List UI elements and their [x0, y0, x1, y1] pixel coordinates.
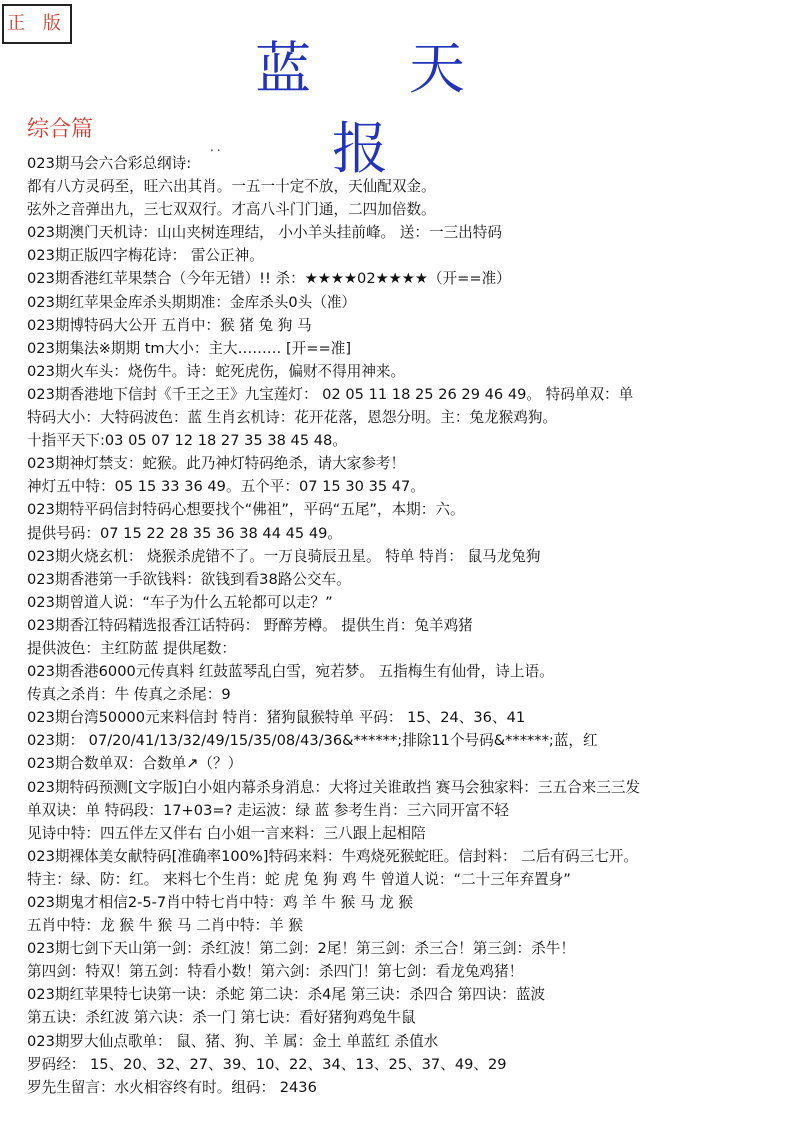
text-line: 023期马会六合彩总纲诗: [27, 155, 192, 172]
text-line: 023期神灯禁支：蛇猴。此乃神灯特码绝杀，请大家参考！ [27, 455, 406, 473]
text-line: 023期澳门天机诗：山山夹树连理结， 小小羊头挂前峰。 送：一三出特码 [27, 224, 502, 242]
text-line: 023期博特码大公开 五肖中：猴 猪 兔 狗 马 [27, 316, 312, 334]
text-line: 023期红苹果特七诀第一诀：杀蛇 第二诀：杀4尾 第三诀：杀四合 第四诀：蓝波 [27, 986, 546, 1004]
text-line: 第五诀：杀红波 第六诀：杀一门 第七诀：看好猪狗鸡兔牛鼠 [27, 1009, 416, 1027]
text-line: 五肖中特：龙 猴 牛 猴 马 二肖中特：羊 猴 [27, 917, 303, 935]
text-line: 第四剑：特双！第五剑：特看小数！第六剑：杀四门！第七剑：看龙兔鸡猪！ [27, 963, 524, 981]
text-line: 023期火烧玄机： 烧猴杀虎错不了。一万良骑辰丑星。 特单 特肖： 鼠马龙兔狗 [27, 547, 541, 565]
text-line: 023期七剑下天山第一剑：杀红波！第二剑：2尾！第三剑：杀三合！第三剑：杀牛！ [27, 940, 575, 958]
text-line: 023期正版四字梅花诗： 雷公正神。 [27, 247, 264, 265]
genuine-badge: 正 版 [2, 4, 72, 44]
text-line: 023期香港6000元传真料 红鼓蓝琴乱白雪，宛若梦。 五指梅生有仙骨，诗上语。 [27, 663, 554, 681]
text-line: 023期曾道人说：“车子为什么五轮都可以走？” [27, 593, 333, 611]
text-line: 提供波色：主红防蓝 提供尾数： [27, 639, 236, 657]
text-line: 023期集法※期期 tm大小：主大……… [开==准] [27, 339, 352, 357]
text-line: 023期合数单双：合数单↗（？） [27, 755, 243, 773]
page-title: 蓝 天 报 [255, 37, 505, 182]
text-line: 023期特码预测[文字版]白小姐内幕杀身消息：大将过关谁敢挡 赛马会独家料：三五合来三三发 [27, 778, 641, 796]
text-line: 023期红苹果金库杀头期期准：金库杀头0头（准） [27, 293, 357, 311]
text-line: 023期香港地下信封《千王之王》九宝莲灯： 02 05 11 18 25 26 29 46 49。 特码单双：单 [27, 385, 634, 403]
text-line: 传真之杀肖：牛 传真之杀尾：9 [27, 686, 231, 704]
text-line: 都有八方灵码至，旺六出其肖。一五一十定不放，天仙配双金。 [27, 178, 436, 196]
section-heading: 综合篇 [27, 117, 94, 142]
decorative-dots: .. [210, 140, 224, 154]
text-line: 单双诀：单 特码段：17+03=? 走运波：绿 蓝 参考生肖：三六同开富不轻 [27, 801, 509, 819]
text-line: 见诗中特：四五伴左又伴右 白小姐一言来料：三八跟上起相陪 [27, 824, 426, 842]
text-line: 023期鬼才相信2-5-7肖中特七肖中特：鸡 羊 牛 猴 马 龙 猴 [27, 894, 413, 911]
text-line: 023期特平码信封特码心想要找个“佛祖”，平码“五尾”，本期：六。 [27, 501, 465, 519]
text-body [27, 152, 787, 1099]
text-line: 神灯五中特：05 15 33 36 49。五个平：07 15 30 35 47。 [27, 478, 425, 496]
text-line: 023期台湾50000元来料信封 特肖：猪狗鼠猴特单 平码： 15、24、36、41 [27, 709, 526, 727]
text-line: 023期火车头：烧伤牛。诗：蛇死虎伤，偏财不得用神来。 [27, 362, 406, 380]
text-line: 023期： 07/20/41/13/32/49/15/35/08/43/36&******;排除11个号码&******;蓝，红 [27, 732, 598, 750]
text-line: 提供号码：07 15 22 28 35 36 38 44 45 49。 [27, 524, 343, 542]
text-line: 弦外之音弹出九，三七双双行。才高八斗门门通，二四加倍数。 [27, 201, 436, 219]
text-line: 023期香港第一手欲钱料：欲钱到看38路公交车。 [27, 570, 351, 588]
text-line: 023期裸体美女献特码[准确率100%]特码来料：牛鸡烧死猴蛇旺。信封料： 二后有码三七开。 [27, 847, 638, 865]
text-line: 特码大小：大特码波色：蓝 生肖玄机诗：花开花落，恩怨分明。主：兔龙猴鸡狗。 [27, 409, 558, 427]
text-line: 十指平天下:03 05 07 12 18 27 35 38 45 48。 [27, 432, 347, 450]
text-line: 特主：绿、防：红。 来料七个生肖：蛇 虎 兔 狗 鸡 牛 曾道人说：“二十三年弃置身” [27, 870, 571, 888]
text-line: 023期罗大仙点歌单： 鼠、猪、狗、羊 属：金土 单蓝红 杀值水 [27, 1032, 439, 1050]
text-line: 023期香江特码精选报香江话特码： 野醉芳樽。 提供生肖：兔羊鸡猪 [27, 616, 473, 634]
text-line: 罗先生留言：水火相容终有时。组码： 2436 [27, 1078, 317, 1096]
text-line: 023期香港红苹果禁合（今年无错）!! 杀：★★★★02★★★★（开==准） [27, 270, 511, 288]
text-line: 罗码经： 15、20、32、27、39、10、22、34、13、25、37、49、29 [27, 1055, 507, 1073]
